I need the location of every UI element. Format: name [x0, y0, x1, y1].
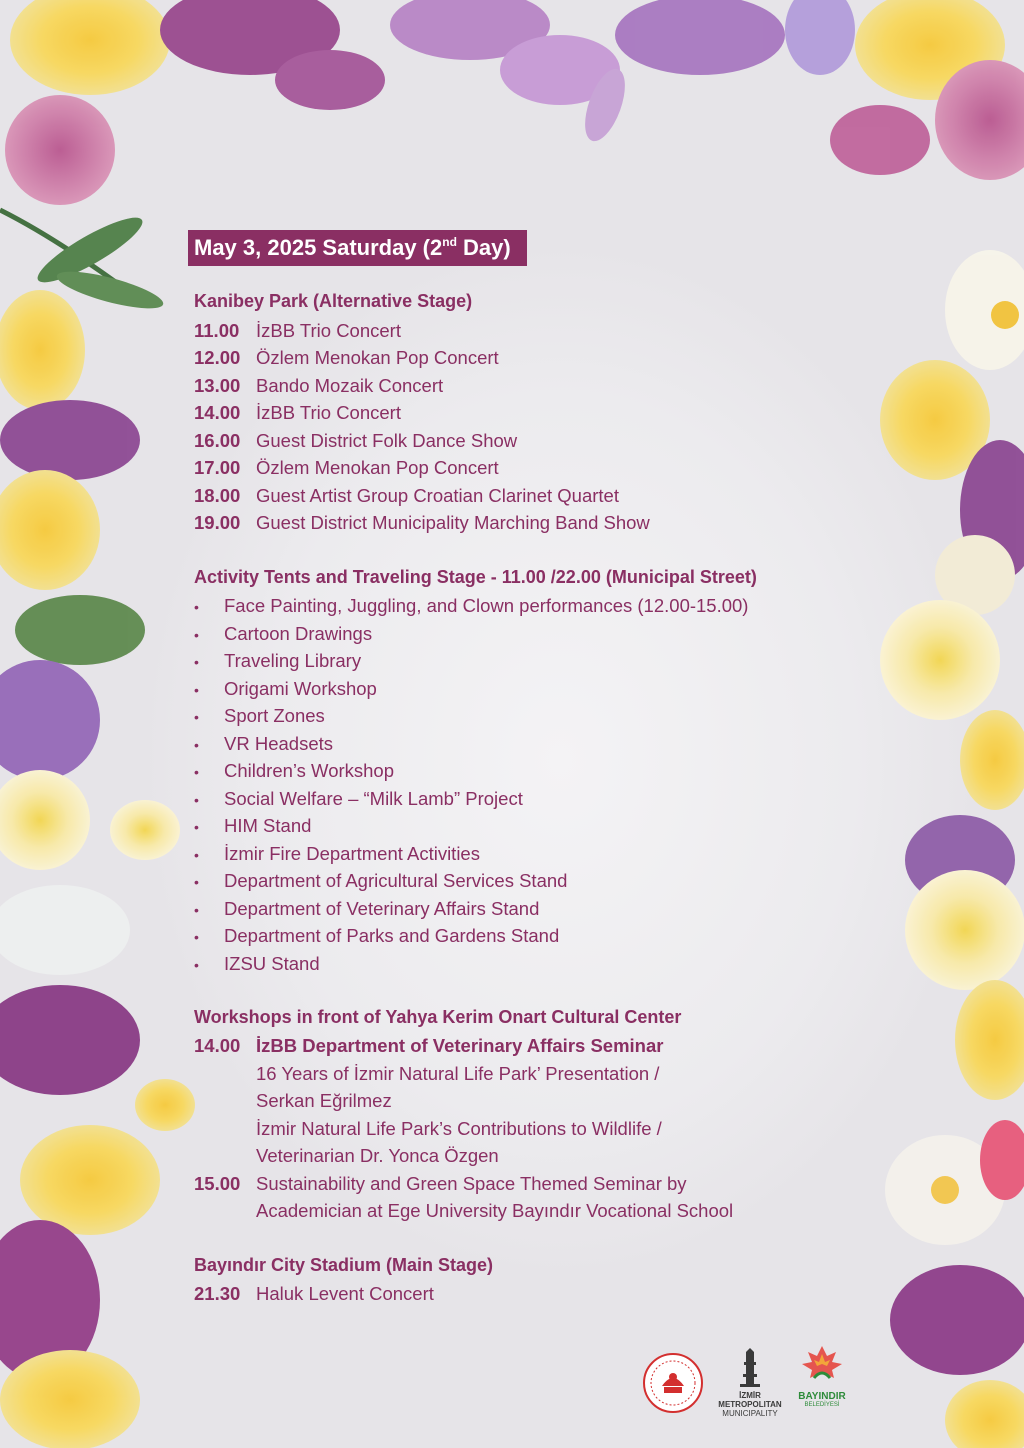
bayindir-municipality-logo	[794, 1342, 850, 1408]
kanibey-time: 17.00	[194, 457, 241, 478]
kanibey-event: İzBB Trio Concert	[256, 402, 401, 423]
activity-item	[194, 649, 361, 674]
kanibey-title: Kanibey Park (Alternative Stage)	[194, 291, 473, 311]
bayindir-line1: BAYINDIR	[798, 1391, 846, 1402]
kanibey-event: Guest Artist Group Croatian Clarinet Quartet	[256, 485, 619, 506]
activity-item	[194, 759, 394, 784]
activity-item	[194, 842, 480, 867]
activity-label: Traveling Library	[224, 650, 362, 671]
activity-item	[194, 677, 377, 702]
seminar-detail: Serkan Eğrilmez	[256, 1090, 392, 1111]
sponsor-logos	[640, 1340, 860, 1420]
kanibey-time: 12.00	[194, 347, 241, 368]
stadium-time: 21.30	[194, 1283, 241, 1304]
bullet-icon: •	[194, 682, 199, 698]
kanibey-event: Guest District Folk Dance Show	[256, 430, 518, 451]
bullet-icon: •	[194, 874, 199, 890]
izmir-metropolitan-logo	[714, 1348, 786, 1418]
seminar-title: İzBB Department of Veterinary Affairs Seminar	[256, 1035, 664, 1056]
governorship-seal-logo	[642, 1352, 704, 1419]
kanibey-time: 11.00	[194, 320, 240, 341]
bullet-icon: •	[194, 654, 199, 670]
kanibey-time: 18.00	[194, 485, 241, 506]
workshops-title: Workshops in front of Yahya Kerim Onart Cultural Center	[194, 1007, 682, 1027]
bayindir-line2: BELEDİYESİ	[804, 1402, 840, 1408]
bullet-icon: •	[194, 792, 199, 808]
activity-label: Origami Workshop	[224, 678, 377, 699]
bullet-icon: •	[194, 599, 199, 615]
activity-label: Department of Parks and Gardens Stand	[224, 925, 560, 946]
activity-label: Face Painting, Juggling, and Clown performances (12.00-15.00)	[224, 595, 749, 616]
bullet-icon: •	[194, 957, 199, 973]
bullet-icon: •	[194, 847, 199, 863]
kanibey-row	[194, 511, 650, 535]
activity-label: HIM Stand	[224, 815, 312, 836]
izmir-line3: MUNICIPALITY	[722, 1409, 778, 1418]
activity-title: Activity Tents and Traveling Stage - 11.00 /22.00 (Municipal Street)	[194, 567, 757, 587]
activity-label: Department of Agricultural Services Stand	[224, 870, 568, 891]
bullet-icon: •	[194, 902, 199, 918]
activity-label: VR Headsets	[224, 733, 333, 754]
activity-label: İzmir Fire Department Activities	[224, 843, 480, 864]
seminar-time: 14.00	[194, 1035, 241, 1056]
kanibey-row	[194, 346, 499, 370]
activity-item	[194, 897, 539, 922]
seminar-detail: 16 Years of İzmir Natural Life Park’ Presentation /	[256, 1063, 660, 1084]
activity-item	[194, 787, 523, 812]
kanibey-time: 16.00	[194, 430, 241, 451]
seminar-time: 15.00	[194, 1173, 241, 1194]
bullet-icon: •	[194, 819, 199, 835]
kanibey-time: 14.00	[194, 402, 241, 423]
activity-item	[194, 704, 325, 729]
bullet-icon: •	[194, 627, 199, 643]
kanibey-row	[194, 374, 443, 398]
activity-item	[194, 814, 311, 839]
bullet-icon: •	[194, 764, 199, 780]
activity-label: IZSU Stand	[224, 953, 320, 974]
kanibey-event: Özlem Menokan Pop Concert	[256, 457, 499, 478]
activity-item	[194, 924, 559, 949]
izmir-line1: İZMİR	[739, 1391, 761, 1400]
kanibey-row	[194, 429, 517, 453]
day-title-suffix: Day)	[456, 235, 511, 260]
kanibey-time: 13.00	[194, 375, 241, 396]
seminar-detail: Sustainability and Green Space Themed Seminar by	[256, 1173, 687, 1194]
kanibey-row	[194, 319, 401, 343]
activity-item	[194, 732, 333, 757]
kanibey-event: İzBB Trio Concert	[256, 320, 401, 341]
stadium-title: Bayındır City Stadium (Main Stage)	[194, 1255, 494, 1275]
seminar-detail: İzmir Natural Life Park’s Contributions to Wildlife /	[256, 1118, 662, 1139]
bullet-icon: •	[194, 737, 199, 753]
bullet-icon: •	[194, 709, 199, 725]
seminar-detail: Veterinarian Dr. Yonca Özgen	[256, 1145, 499, 1166]
kanibey-event: Özlem Menokan Pop Concert	[256, 347, 499, 368]
izmir-line2: METROPOLITAN	[718, 1400, 782, 1409]
day-title-sup: nd	[442, 235, 457, 249]
kanibey-event: Bando Mozaik Concert	[256, 375, 444, 396]
day-banner	[188, 230, 527, 266]
kanibey-time: 19.00	[194, 512, 241, 533]
clock-tower-icon	[714, 1348, 786, 1388]
activity-label: Children’s Workshop	[224, 760, 395, 781]
kanibey-row	[194, 484, 619, 508]
activity-item	[194, 594, 748, 619]
maple-leaf-icon	[794, 1342, 850, 1386]
activity-label: Cartoon Drawings	[224, 623, 373, 644]
stadium-row	[194, 1282, 434, 1306]
stadium-event: Haluk Levent Concert	[256, 1283, 434, 1304]
kanibey-event: Guest District Municipality Marching Band Show	[256, 512, 650, 533]
bullet-icon: •	[194, 929, 199, 945]
activity-item	[194, 869, 567, 894]
activity-label: Sport Zones	[224, 705, 325, 726]
activity-label: Social Welfare – “Milk Lamb” Project	[224, 788, 523, 809]
seminar-row	[194, 1034, 663, 1058]
kanibey-row	[194, 456, 499, 480]
kanibey-row	[194, 401, 401, 425]
day-title-prefix: May 3, 2025 Saturday (2	[194, 235, 443, 260]
activity-item	[194, 622, 372, 647]
seminar-detail: Academician at Ege University Bayındır Vocational School	[256, 1200, 734, 1221]
activity-item	[194, 952, 320, 977]
activity-label: Department of Veterinary Affairs Stand	[224, 898, 540, 919]
seminar-row	[194, 1172, 687, 1196]
